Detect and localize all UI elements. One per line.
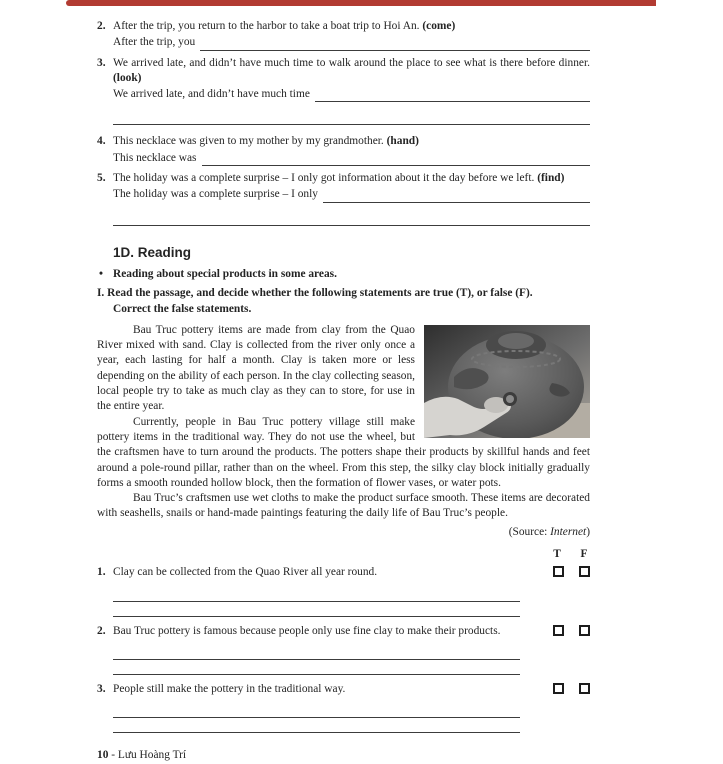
true-column-label: T	[553, 548, 561, 561]
exercise-item-4	[97, 134, 590, 168]
rewrite-prefix: We arrived late, and didn’t have much time	[113, 88, 310, 101]
tf-column-header	[97, 547, 590, 562]
true-checkbox[interactable]	[553, 683, 564, 694]
false-checkbox[interactable]	[579, 683, 590, 694]
statement-text: Clay can be collected from the Quao River all year round.	[113, 566, 378, 579]
verb-hint: (find)	[537, 172, 565, 185]
statement-text: People still make the pottery in the traditional way.	[113, 682, 346, 695]
exercise-item-3	[97, 56, 590, 132]
verb-hint: (look)	[113, 71, 142, 84]
exercise-number: 3.	[97, 56, 106, 69]
top-accent-bar	[66, 0, 656, 6]
exercise-number: 2.	[97, 20, 106, 32]
task-instruction	[97, 286, 590, 301]
correction-line[interactable]	[113, 602, 520, 617]
true-checkbox[interactable]	[553, 625, 564, 636]
task-roman-numeral: I.	[97, 287, 105, 300]
extra-answer-line[interactable]	[113, 205, 590, 226]
sentence-text: This necklace was given to my mother by my grandmother.	[113, 135, 384, 148]
exercise-item-5	[97, 171, 590, 232]
sentence-text: We arrived late, and didn’t have much time to walk around the place to see what is there before dinner.	[113, 56, 590, 69]
sentence-text: The holiday was a complete surprise – I only got information about it the day before we left.	[113, 172, 535, 185]
statement-row-3	[97, 682, 590, 697]
reading-passage	[97, 323, 590, 522]
passage-paragraph-3: Bau Truc’s craftsmen use wet cloths to make the product surface smooth. These items are decorated with seashells, snails or hand-made paintings featuring the daily life of Bau Truc’s people.	[97, 492, 590, 520]
exercise-sentence	[113, 56, 590, 87]
reading-objective	[97, 267, 590, 282]
answer-line[interactable]	[323, 189, 590, 203]
passage-paragraph-1: Bau Truc pottery items are made from clay from the Quao River mixed with sand. Clay is collected from the river only once a year, each lasting for half a month. Clay is taken more or less depending on the ability of each person. In the clay collecting season, local people try to take as much clay as they can to store, for use in the entire year.	[97, 323, 415, 413]
false-column-label: F	[580, 548, 588, 561]
exercise-number: 4.	[97, 135, 106, 148]
page-number: 10	[97, 749, 109, 762]
task-instruction-2: Correct the false statements.	[113, 302, 252, 315]
true-checkbox[interactable]	[553, 566, 564, 577]
answer-line[interactable]	[200, 37, 590, 51]
source-line	[97, 525, 590, 540]
rewrite-prefix: The holiday was a complete surprise – I only	[113, 188, 318, 201]
answer-line[interactable]	[202, 152, 591, 166]
correction-line[interactable]	[113, 718, 520, 733]
exercise-number: 5.	[97, 172, 106, 185]
source-suffix: )	[586, 525, 590, 538]
passage-paragraph-2: Currently, people in Bau Truc pottery village still make pottery items in the traditional way. They do not use the wheel, but the craftsmen have to turn around the products. The potters shape their products by skillful hands and feet around a pole-round pillar, rather than on the wheel. From this step, the silky clay block initially gradually forms a smooth rounded hollow block, then the formation of flower vases, or water pots.	[97, 415, 590, 489]
rewrite-prefix: This necklace was	[113, 151, 197, 164]
bullet-icon: •	[99, 267, 103, 280]
pottery-photo	[424, 325, 590, 438]
false-checkbox[interactable]	[579, 625, 590, 636]
statement-number: 1.	[97, 566, 106, 579]
statement-number: 3.	[97, 682, 106, 695]
author-credit: - Lưu Hoàng Trí	[108, 749, 187, 762]
statement-row-2	[97, 624, 590, 639]
correction-line[interactable]	[113, 639, 520, 660]
correction-line[interactable]	[113, 697, 520, 718]
rewrite-prefix: After the trip, you	[113, 36, 196, 49]
verb-hint: (come)	[422, 20, 456, 32]
source-name: Internet	[550, 525, 587, 538]
statement-text: Bau Truc pottery is famous because people only use fine clay to make their products.	[113, 624, 501, 637]
sentence-text: After the trip, you return to the harbor to take a boat trip to Hoi An.	[113, 20, 420, 32]
source-prefix: (Source:	[508, 525, 551, 538]
statement-number: 2.	[97, 624, 106, 637]
exercise-sentence	[113, 19, 590, 34]
correction-line[interactable]	[113, 581, 520, 602]
answer-line[interactable]	[315, 88, 590, 102]
page-footer	[97, 748, 590, 763]
statement-row-1	[97, 565, 590, 580]
section-title: 1D. Reading	[113, 244, 192, 260]
objective-text: Reading about special products in some areas.	[113, 267, 337, 280]
false-checkbox[interactable]	[579, 566, 590, 577]
exercise-sentence	[113, 134, 590, 149]
correction-line[interactable]	[113, 660, 520, 675]
verb-hint: (hand)	[386, 135, 419, 148]
exercise-item-2	[97, 19, 590, 53]
exercise-sentence	[113, 171, 590, 186]
task-text: Read the passage, and decide whether the following statements are true (T), or false (F).	[107, 287, 533, 300]
extra-answer-line[interactable]	[113, 104, 590, 125]
